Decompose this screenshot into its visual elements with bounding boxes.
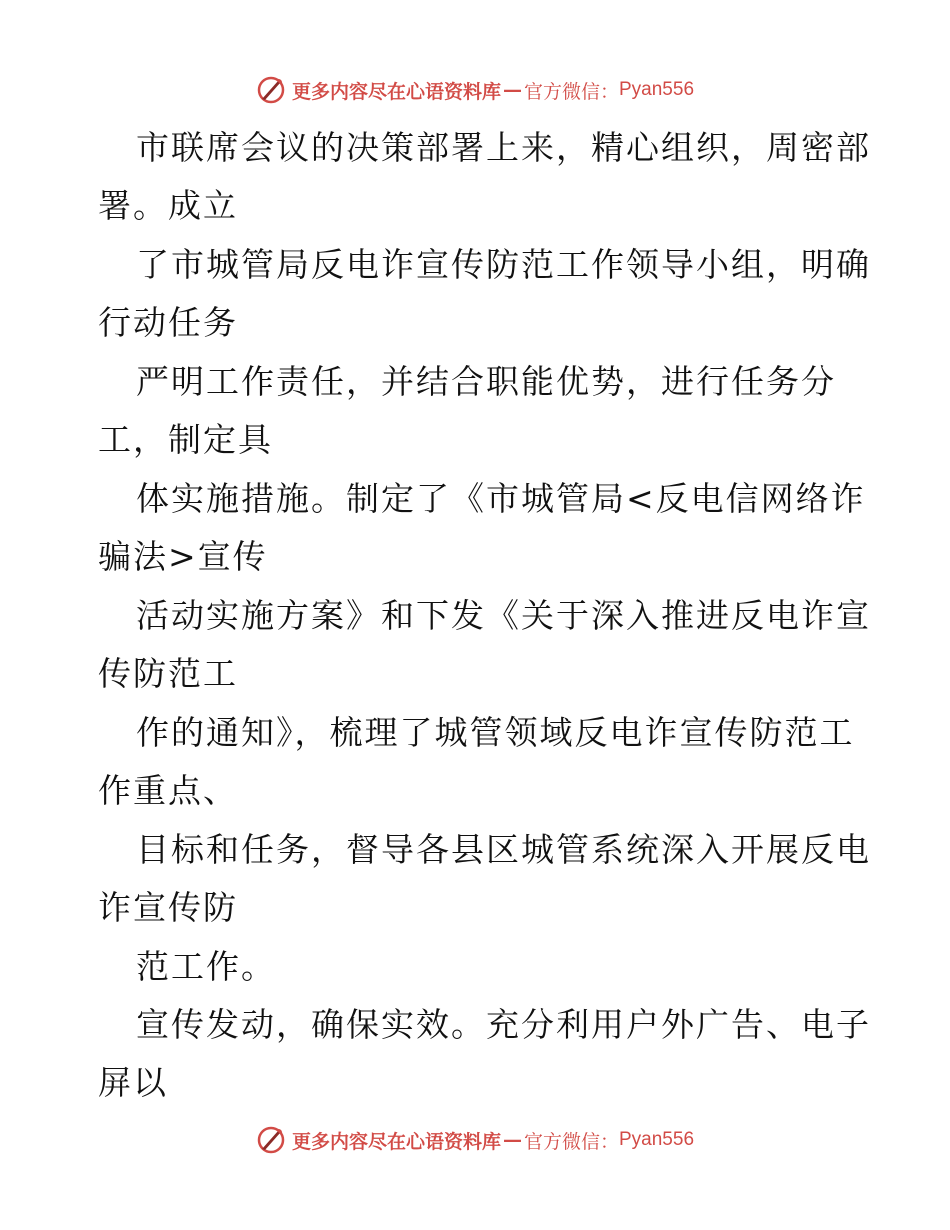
body-line: 活动实施方案》和下发《关于深入推进反电诈宣 — [136, 596, 871, 635]
body-line: 目标和任务，督导各县区城管系统深入开展反电 — [136, 830, 871, 869]
banner-dash: — — [502, 1129, 522, 1151]
body-line: 行动任务 — [98, 303, 238, 342]
body-line: 署。成立 — [98, 186, 238, 225]
body-line: 传防范工 — [98, 654, 238, 693]
body-line: 市联席会议的决策部署上来，精心组织，周密部 — [136, 128, 871, 167]
body-line: 作的通知》，梳理了城管领域反电诈宣传防范工 — [136, 713, 855, 752]
banner-wechat-handle: Pyan556 — [619, 79, 695, 100]
footer-banner — [0, 1120, 950, 1160]
body-line: 作重点、 — [98, 771, 238, 810]
banner-wechat-label: 官方微信： — [523, 1130, 619, 1153]
banner-dash: — — [502, 79, 522, 101]
body-line: 严明工作责任，并结合职能优势，进行任务分 — [136, 362, 836, 401]
body-line: 工，制定具 — [98, 420, 273, 459]
body-line: 屏以 — [98, 1063, 168, 1102]
body-line: 了市城管局反电诈宣传防范工作领导小组，明确 — [136, 245, 871, 284]
body-line: 诈宣传防 — [98, 888, 238, 927]
body-line: 体实施措施。制定了《市城管局<反电信网络诈 — [136, 479, 866, 518]
body-line: 范工作。 — [136, 947, 276, 986]
body-line: 宣传发动，确保实效。充分利用户外广告、电子 — [136, 1005, 871, 1044]
banner-wechat-label: 官方微信： — [523, 80, 619, 103]
feather-pen-circle-icon — [256, 1125, 286, 1155]
banner-brand-text: 更多内容尽在心语资料库 — [291, 80, 501, 103]
body-line: 骗法>宣传 — [98, 537, 268, 576]
banner-brand-text: 更多内容尽在心语资料库 — [291, 1130, 501, 1153]
banner-wechat-handle: Pyan556 — [619, 1129, 695, 1150]
